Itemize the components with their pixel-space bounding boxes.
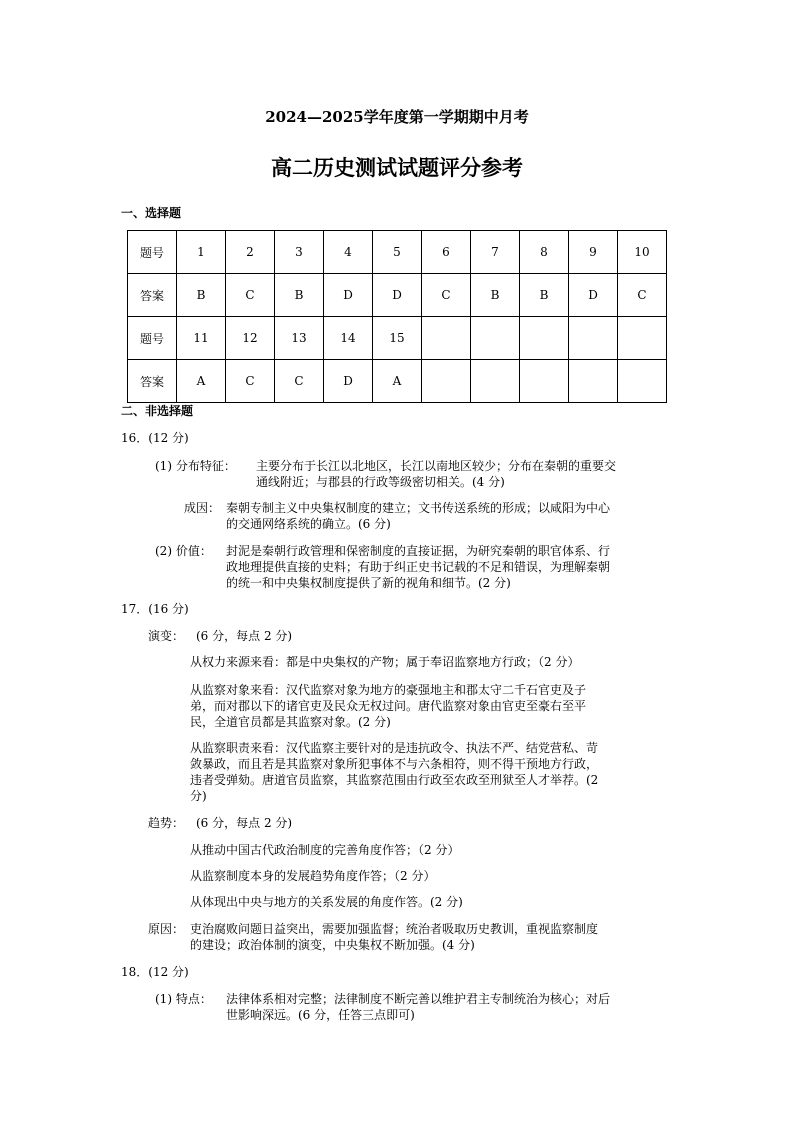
table-row: [128, 317, 667, 360]
q17-trend-label: 趋势：: [148, 816, 185, 830]
table-cell: [520, 317, 569, 360]
q16-part2-line: 的统一和中央集权制度提供了新的视角和细节。(2 分): [226, 576, 511, 590]
q17-trend-score: (6 分，每点 2 分): [196, 816, 293, 830]
q17-reason-line: 吏治腐败问题日益突出，需要加强监督；统治者吸取历史教训，重视监察制度: [190, 922, 599, 936]
table-cell: 9: [569, 231, 618, 274]
table-row: [128, 231, 667, 274]
q16-label: 16．(12 分): [121, 431, 189, 445]
q17-point: 从监察对象来看：汉代监察对象为地方的豪强地主和郡太守二千石官吏及子: [190, 683, 587, 697]
table-cell: C: [422, 274, 471, 317]
q18-label: 18．(12 分): [121, 965, 189, 979]
q16-part1-label: (1) 分布特征：: [155, 459, 236, 473]
table-cell: 2: [226, 231, 275, 274]
table-cell: 15: [373, 317, 422, 360]
q16-cause-line: 的交通网络系统的确立。(6 分): [226, 517, 391, 531]
table-cell: D: [324, 274, 373, 317]
table-cell: [618, 360, 667, 403]
section-1-heading: 一、选择题: [121, 206, 182, 220]
table-cell: 4: [324, 231, 373, 274]
section-2-heading: 二、非选择题: [121, 404, 194, 418]
table-cell: C: [618, 274, 667, 317]
table-cell: D: [373, 274, 422, 317]
q17-point: 弟，而对郡以下的诸官吏及民众无权过问。唐代监察对象由官吏至豪右至平: [190, 699, 587, 713]
table-cell: D: [324, 360, 373, 403]
q16-cause-line: 秦朝专制主义中央集权制度的建立；文书传送系统的形成；以咸阳为中心: [226, 501, 611, 515]
table-cell: C: [226, 360, 275, 403]
q17-evolution-label: 演变：: [148, 629, 185, 643]
table-cell: A: [373, 360, 422, 403]
table-cell: B: [177, 274, 226, 317]
row-label: 题号: [128, 231, 177, 274]
table-cell: 8: [520, 231, 569, 274]
q17-point: 违者受弹劾。唐道官员监察，其监察范围由行政至农政至刑狱至人才举荐。(2: [190, 773, 599, 787]
q18-part1-line: 世影响深远。(6 分，任答三点即可): [226, 1008, 415, 1022]
q16-cause-label: 成因：: [184, 501, 221, 515]
q16-part2-line: 封泥是秦朝行政管理和保密制度的直接证据，为研究秦朝的职官体系、行: [226, 544, 611, 558]
table-cell: 3: [275, 231, 324, 274]
q17-reason-line: 的建设；政治体制的演变，中央集权不断加强。(4 分): [190, 938, 475, 952]
exam-subtitle: 2024—2025学年度第一学期期中月考: [265, 108, 529, 126]
table-cell: [422, 317, 471, 360]
table-cell: 14: [324, 317, 373, 360]
table-cell: [471, 360, 520, 403]
table-cell: 7: [471, 231, 520, 274]
row-label: 答案: [128, 274, 177, 317]
q16-part2-line: 政地理提供直接的史料；有助于纠正史书记载的不足和错误，为理解秦朝: [226, 560, 611, 574]
answer-table: [127, 230, 667, 403]
table-cell: [569, 317, 618, 360]
table-row: [128, 360, 667, 403]
q17-reason-label: 原因：: [148, 922, 185, 936]
table-cell: [618, 317, 667, 360]
q17-point: 民，全道官员都是其监察对象。(2 分): [190, 715, 391, 729]
q17-trend-point: 从监察制度本身的发展趋势角度作答；（2 分）: [190, 869, 436, 883]
table-cell: C: [226, 274, 275, 317]
q16-part2-label: (2) 价值：: [155, 544, 212, 558]
table-cell: A: [177, 360, 226, 403]
table-cell: [520, 360, 569, 403]
q16-part1-line: 通线附近；与郡县的行政等级密切相关。(4 分): [256, 475, 505, 489]
table-cell: B: [275, 274, 324, 317]
table-cell: [422, 360, 471, 403]
table-cell: C: [275, 360, 324, 403]
q17-point: 从监察职责来看：汉代监察主要针对的是违抗政令、执法不严、结党营私、苛: [190, 741, 599, 755]
table-cell: 11: [177, 317, 226, 360]
q17-point: 分): [190, 789, 207, 803]
table-cell: [569, 360, 618, 403]
table-cell: 5: [373, 231, 422, 274]
q17-evolution-score: (6 分，每点 2 分): [196, 629, 293, 643]
page-title: 高二历史测试试题评分参考: [271, 156, 523, 180]
q16-part1-line: 主要分布于长江以北地区，长江以南地区较少；分布在秦朝的重要交: [256, 459, 617, 473]
table-cell: D: [569, 274, 618, 317]
q18-part1-line: 法律体系相对完整；法律制度不断完善以维护君主专制统治为核心；对后: [226, 992, 611, 1006]
table-cell: B: [520, 274, 569, 317]
table-cell: 6: [422, 231, 471, 274]
table-cell: 13: [275, 317, 324, 360]
table-cell: 1: [177, 231, 226, 274]
row-label: 题号: [128, 317, 177, 360]
q17-label: 17．(16 分): [121, 602, 189, 616]
table-cell: 10: [618, 231, 667, 274]
q17-trend-point: 从推动中国古代政治制度的完善角度作答；（2 分）: [190, 843, 460, 857]
q17-trend-point: 从体现出中央与地方的关系发展的角度作答。(2 分): [190, 895, 463, 909]
row-label: 答案: [128, 360, 177, 403]
table-cell: [471, 317, 520, 360]
table-row: [128, 274, 667, 317]
q17-point: 从权力来源来看：都是中央集权的产物；属于奉诏监察地方行政；（2 分）: [190, 655, 580, 669]
table-cell: B: [471, 274, 520, 317]
table-cell: 12: [226, 317, 275, 360]
q18-part1-label: (1) 特点：: [155, 992, 212, 1006]
q17-point: 敛暴政，而且若是其监察对象所犯事体不与六条相符，则不得干预地方行政，: [190, 757, 599, 771]
